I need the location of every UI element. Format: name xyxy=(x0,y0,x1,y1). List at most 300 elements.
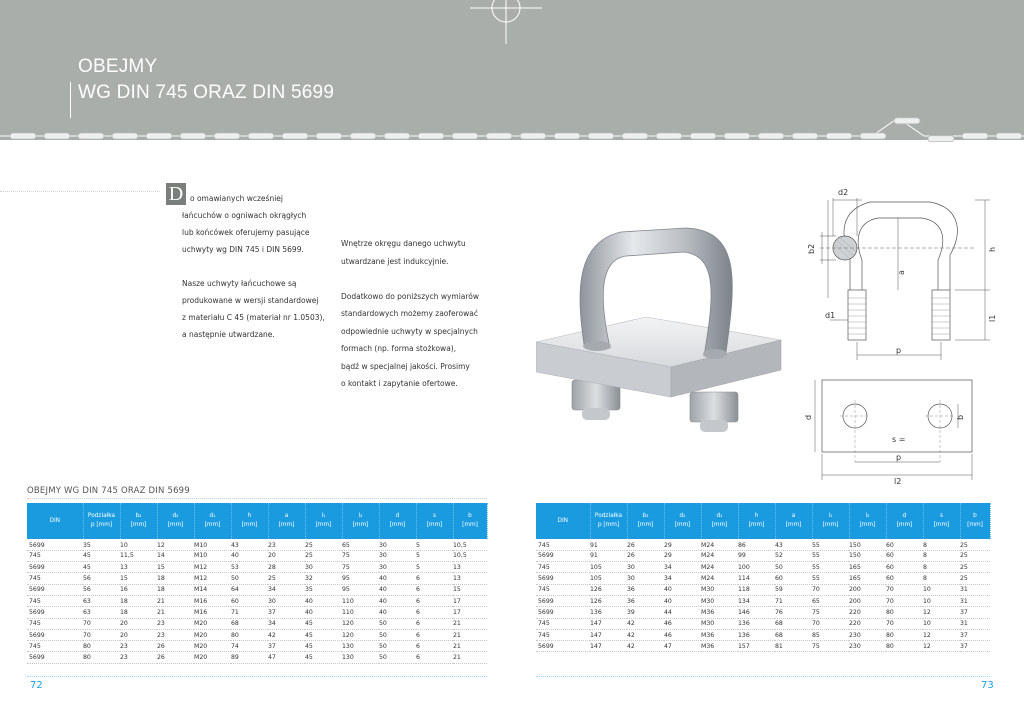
table-row xyxy=(27,573,487,584)
table-cell: 55 xyxy=(812,539,849,550)
table-cell: 147 xyxy=(590,641,627,652)
table-cell: 10 xyxy=(923,618,960,629)
table-cell: 91 xyxy=(590,550,627,561)
chain-link xyxy=(758,133,784,139)
table-cell: M36 xyxy=(701,607,738,618)
table-cell: 17 xyxy=(453,607,487,618)
table-cell: 26 xyxy=(627,550,664,561)
table-row xyxy=(27,641,487,652)
table-cell: 25 xyxy=(960,550,990,561)
u-bolt-clamp-image xyxy=(536,222,786,442)
table-cell: 21 xyxy=(453,641,487,652)
table-cell: 745 xyxy=(27,641,83,652)
table-cell: 40 xyxy=(379,584,416,595)
table-cell: 745 xyxy=(27,595,83,606)
table-cell: M20 xyxy=(194,652,231,663)
dimensions-table-left xyxy=(27,503,488,664)
table-cell: 28 xyxy=(268,562,305,573)
table-cell: 10 xyxy=(923,584,960,595)
table-cell: 63 xyxy=(83,595,120,606)
dim-l1-label: l1 xyxy=(988,314,997,322)
table-cell: 220 xyxy=(849,618,886,629)
intro-line: lub końcówek oferujemy pasujące xyxy=(182,228,310,237)
chain-link xyxy=(282,133,308,139)
table-cell: 45 xyxy=(83,562,120,573)
table-cell: 6 xyxy=(416,652,453,663)
chain-link xyxy=(894,118,920,124)
desc-line: Wnętrze okręgu danego uchwytu xyxy=(341,239,466,248)
table-header-row xyxy=(536,503,990,539)
table-cell: 118 xyxy=(738,584,775,595)
table-cell: 20 xyxy=(120,629,157,640)
table-cell: 71 xyxy=(775,595,812,606)
table-cell: 136 xyxy=(738,618,775,629)
table-cell: 99 xyxy=(738,550,775,561)
table-cell: 6 xyxy=(416,573,453,584)
table-cell: M24 xyxy=(701,550,738,561)
col-pitch: Podziałka p [mm] xyxy=(590,503,627,539)
col-din: DIN xyxy=(27,503,83,539)
chain-link xyxy=(44,133,70,139)
table-cell: 5699 xyxy=(27,539,83,550)
table-cell: 200 xyxy=(849,584,886,595)
table-cell: 31 xyxy=(960,618,990,629)
table-cell: 37 xyxy=(268,607,305,618)
table-row xyxy=(536,641,990,652)
table-row xyxy=(27,550,487,561)
table-cell: 10 xyxy=(923,595,960,606)
table-cell: 25 xyxy=(960,539,990,550)
table-cell: 43 xyxy=(775,539,812,550)
table-cell: 21 xyxy=(453,652,487,663)
col-h: h [mm] xyxy=(231,503,268,539)
table-cell: 52 xyxy=(775,550,812,561)
table-row xyxy=(27,595,487,606)
table-header-row xyxy=(27,503,487,539)
table-cell: 42 xyxy=(627,641,664,652)
table-cell: 34 xyxy=(268,618,305,629)
col-d: d [mm] xyxy=(379,503,416,539)
table-cell: 65 xyxy=(342,539,379,550)
table-cell: 50 xyxy=(379,618,416,629)
table-cell: 105 xyxy=(590,562,627,573)
table-cell: 30 xyxy=(379,550,416,561)
table-cell: 37 xyxy=(268,641,305,652)
table-cell: 42 xyxy=(627,629,664,640)
table-cell: 10,5 xyxy=(453,539,487,550)
table-cell: M24 xyxy=(701,539,738,550)
table-row xyxy=(536,562,990,573)
table-cell: 34 xyxy=(664,562,701,573)
table-cell: 50 xyxy=(231,573,268,584)
table-row xyxy=(536,539,990,550)
table-cell: 16 xyxy=(120,584,157,595)
chain-link xyxy=(214,133,240,139)
col-s: s [mm] xyxy=(923,503,960,539)
table-cell: 5 xyxy=(416,562,453,573)
table-cell: 30 xyxy=(379,562,416,573)
table-cell: 30 xyxy=(305,562,342,573)
table-cell: 37 xyxy=(960,607,990,618)
divider-left xyxy=(0,191,160,192)
table-cell: 60 xyxy=(775,573,812,584)
table-cell: 43 xyxy=(231,539,268,550)
table-cell: 74 xyxy=(231,641,268,652)
table-cell: 150 xyxy=(849,550,886,561)
col-d2: d₂ [mm] xyxy=(157,503,194,539)
dim-l2-label: l2 xyxy=(894,477,902,486)
table-cell: 29 xyxy=(664,550,701,561)
table-cell: 30 xyxy=(627,573,664,584)
col-d: d [mm] xyxy=(886,503,923,539)
dim-h-label: h xyxy=(988,246,997,252)
table-cell: 14 xyxy=(157,550,194,561)
table-cell: 45 xyxy=(305,652,342,663)
intro-line: a następnie utwardzane. xyxy=(182,330,275,339)
table-cell: 50 xyxy=(379,629,416,640)
table-cell: 745 xyxy=(536,618,590,629)
chain-link xyxy=(588,133,614,139)
table-cell: 13 xyxy=(453,562,487,573)
desc-line: utwardzane jest indukcyjnie. xyxy=(341,256,449,266)
table-cell: 120 xyxy=(342,629,379,640)
table-cell: 130 xyxy=(342,652,379,663)
table-cell: 55 xyxy=(812,562,849,573)
intro-line xyxy=(182,258,342,275)
desc-line: formach (np. forma stożkowa), xyxy=(341,344,457,353)
table-cell: 165 xyxy=(849,562,886,573)
table-row xyxy=(27,562,487,573)
table-cell: 745 xyxy=(536,629,590,640)
table-row xyxy=(27,629,487,640)
chain-link xyxy=(350,133,376,139)
table-cell: 30 xyxy=(268,595,305,606)
intro-line: z materiału C 45 (materiał nr 1.0503), xyxy=(182,313,325,322)
dim-p2-label: p xyxy=(896,453,902,462)
table-cell: 75 xyxy=(342,562,379,573)
table-row xyxy=(536,595,990,606)
table-cell: 45 xyxy=(83,550,120,561)
table-cell: 20 xyxy=(120,618,157,629)
table-cell: 80 xyxy=(83,652,120,663)
table-cell: 25 xyxy=(305,550,342,561)
desc-line: o kontakt i zapytanie ofertowe. xyxy=(341,379,458,388)
intro-first-line: o omawianych wcześniej xyxy=(190,194,283,203)
col-b2: b₂ [mm] xyxy=(627,503,664,539)
table-cell: 50 xyxy=(379,641,416,652)
chain-link xyxy=(996,133,1022,139)
chain-link xyxy=(146,133,172,139)
col-d2: d₂ [mm] xyxy=(664,503,701,539)
table-cell: 76 xyxy=(775,607,812,618)
table-cell: 56 xyxy=(83,584,120,595)
table-cell: 70 xyxy=(886,595,923,606)
table-cell: 150 xyxy=(849,539,886,550)
table-cell: 26 xyxy=(157,641,194,652)
section-divider xyxy=(27,498,487,499)
table-cell: M24 xyxy=(701,562,738,573)
table-cell: M16 xyxy=(194,607,231,618)
table-cell: 68 xyxy=(231,618,268,629)
table-cell: 130 xyxy=(342,641,379,652)
page-title: OBEJMY WG DIN 745 ORAZ DIN 5699 xyxy=(78,56,335,103)
table-cell: 147 xyxy=(590,618,627,629)
table-cell: 8 xyxy=(923,562,960,573)
table-cell: 68 xyxy=(775,618,812,629)
table-cell: 40 xyxy=(305,595,342,606)
col-din: DIN xyxy=(536,503,590,539)
chain-link xyxy=(928,136,954,142)
table-cell: 46 xyxy=(664,629,701,640)
table-cell: 146 xyxy=(738,607,775,618)
footer-rule-right xyxy=(536,676,990,677)
chain-link xyxy=(622,133,648,139)
table-row xyxy=(536,584,990,595)
table-cell: 110 xyxy=(342,607,379,618)
table-cell: 17 xyxy=(453,595,487,606)
table-cell: 44 xyxy=(664,607,701,618)
table-cell: 20 xyxy=(268,550,305,561)
table-cell: 45 xyxy=(305,629,342,640)
table-cell: 13 xyxy=(453,573,487,584)
table-cell: 8 xyxy=(923,539,960,550)
table-cell: 29 xyxy=(664,539,701,550)
table-cell: 40 xyxy=(379,595,416,606)
table-cell: M12 xyxy=(194,562,231,573)
table-cell: 18 xyxy=(120,607,157,618)
intro-column xyxy=(182,190,342,343)
table-row xyxy=(27,584,487,595)
table-cell: 53 xyxy=(231,562,268,573)
col-pitch: Podziałka p [mm] xyxy=(83,503,120,539)
table-cell: 86 xyxy=(738,539,775,550)
table-cell: 81 xyxy=(775,641,812,652)
table-cell: M36 xyxy=(701,629,738,640)
col-l2: l₂ [mm] xyxy=(849,503,886,539)
table-cell: 745 xyxy=(536,539,590,550)
table-cell: 18 xyxy=(157,573,194,584)
table-cell: 21 xyxy=(157,607,194,618)
table-cell: 15 xyxy=(120,573,157,584)
intro-line: produkowane w wersji standardowej xyxy=(182,296,319,305)
chain-link xyxy=(316,133,342,139)
table-row xyxy=(536,573,990,584)
table-cell: 18 xyxy=(120,595,157,606)
table-cell: 157 xyxy=(738,641,775,652)
table-cell: 105 xyxy=(590,573,627,584)
table-cell: 5699 xyxy=(27,584,83,595)
table-cell: 23 xyxy=(157,618,194,629)
dropcap-letter: D xyxy=(166,183,186,205)
table-cell: 12 xyxy=(923,629,960,640)
chain-link xyxy=(452,133,478,139)
table-cell: 745 xyxy=(536,562,590,573)
table-cell: 46 xyxy=(664,618,701,629)
table-cell: 47 xyxy=(268,652,305,663)
table-cell: 21 xyxy=(453,618,487,629)
table-cell: 70 xyxy=(886,584,923,595)
dim-d-label: d xyxy=(804,414,813,420)
table-cell: 5 xyxy=(416,539,453,550)
dim-b2-label: b2 xyxy=(807,243,816,254)
table-cell: M36 xyxy=(701,641,738,652)
table-cell: M10 xyxy=(194,539,231,550)
col-l1: l₁ [mm] xyxy=(812,503,849,539)
chain-link xyxy=(860,133,886,139)
table-cell: 25 xyxy=(305,539,342,550)
table-cell: 80 xyxy=(231,629,268,640)
table-cell: 5699 xyxy=(536,550,590,561)
table-cell: 70 xyxy=(83,618,120,629)
table-cell: M20 xyxy=(194,629,231,640)
table-cell: 91 xyxy=(590,539,627,550)
table-cell: 21 xyxy=(453,629,487,640)
table-cell: 134 xyxy=(738,595,775,606)
dim-d1-label: d1 xyxy=(825,311,836,320)
table-cell: 40 xyxy=(664,595,701,606)
table-cell: 230 xyxy=(849,629,886,640)
desc-line: bądź w specjalnej jakości. Prosimy xyxy=(341,361,470,371)
table-cell: 50 xyxy=(379,652,416,663)
desc-line: standardowych możemy zaoferować xyxy=(341,309,478,318)
desc-line xyxy=(341,270,511,288)
table-cell: 70 xyxy=(812,584,849,595)
table-cell: 15 xyxy=(453,584,487,595)
chain-link xyxy=(10,133,36,139)
intro-line: uchwyty wg DIN 745 i DIN 5699. xyxy=(182,245,304,254)
table-cell: 10 xyxy=(120,539,157,550)
table-cell: 60 xyxy=(886,573,923,584)
table-cell: 70 xyxy=(812,618,849,629)
table-cell: M12 xyxy=(194,573,231,584)
table-cell: 8 xyxy=(923,573,960,584)
table-cell: 147 xyxy=(590,629,627,640)
table-cell: 6 xyxy=(416,641,453,652)
desc-line: Dodatkowo do poniższych wymiarów xyxy=(341,291,480,301)
table-cell: 5699 xyxy=(27,629,83,640)
table-cell: 5699 xyxy=(536,595,590,606)
table-cell: 126 xyxy=(590,595,627,606)
table-cell: 6 xyxy=(416,607,453,618)
table-cell: 59 xyxy=(775,584,812,595)
table-cell: 35 xyxy=(83,539,120,550)
table-cell: 110 xyxy=(342,595,379,606)
table-cell: 120 xyxy=(342,618,379,629)
table-cell: 6 xyxy=(416,595,453,606)
table-cell: 70 xyxy=(886,618,923,629)
table-cell: 26 xyxy=(627,539,664,550)
chain-link xyxy=(554,133,580,139)
table-section-title: OBEJMY WG DIN 745 ORAZ DIN 5699 xyxy=(27,486,190,496)
plate-view-drawing xyxy=(800,370,1000,490)
chain-link xyxy=(826,133,852,139)
table-cell: 136 xyxy=(738,629,775,640)
chain-link xyxy=(180,133,206,139)
chain-border-icon xyxy=(0,108,1024,142)
page-number-right: 73 xyxy=(981,680,994,691)
table-cell: 5699 xyxy=(27,562,83,573)
table-cell: 220 xyxy=(849,607,886,618)
table-cell: 75 xyxy=(342,550,379,561)
table-cell: 25 xyxy=(268,573,305,584)
col-s: s [mm] xyxy=(416,503,453,539)
table-cell: 5699 xyxy=(27,652,83,663)
table-cell: 25 xyxy=(960,573,990,584)
footer-rule-left xyxy=(27,676,487,677)
table-cell: 12 xyxy=(923,607,960,618)
col-h: h [mm] xyxy=(738,503,775,539)
table-cell: 40 xyxy=(664,584,701,595)
table-cell: 12 xyxy=(923,641,960,652)
intro-line: łańcuchów o ogniwach okrągłych xyxy=(182,211,307,220)
table-cell: 36 xyxy=(627,595,664,606)
table-cell: 55 xyxy=(812,573,849,584)
table-cell: 50 xyxy=(775,562,812,573)
chain-link xyxy=(724,133,750,139)
side-view-drawing xyxy=(800,180,1000,370)
table-cell: 35 xyxy=(305,584,342,595)
table-row xyxy=(27,539,487,550)
table-cell: 32 xyxy=(305,573,342,584)
table-cell: 165 xyxy=(849,573,886,584)
table-cell: 60 xyxy=(231,595,268,606)
table-cell: 40 xyxy=(231,550,268,561)
table-cell: 12 xyxy=(157,539,194,550)
table-cell: 126 xyxy=(590,584,627,595)
table-cell: 70 xyxy=(83,629,120,640)
table-cell: 75 xyxy=(812,641,849,652)
table-cell: 136 xyxy=(590,607,627,618)
table-cell: 89 xyxy=(231,652,268,663)
chain-link xyxy=(962,133,988,139)
dim-a-label: a xyxy=(897,270,906,275)
table-cell: 745 xyxy=(27,618,83,629)
table-cell: 65 xyxy=(812,595,849,606)
table-cell: 13 xyxy=(120,562,157,573)
table-cell: 11,5 xyxy=(120,550,157,561)
table-cell: 31 xyxy=(960,595,990,606)
table-cell: 25 xyxy=(960,562,990,573)
table-cell: 80 xyxy=(886,629,923,640)
table-cell: 8 xyxy=(923,550,960,561)
table-cell: 5699 xyxy=(27,607,83,618)
desc-line: odpowiednie uchwyty w specjalnych xyxy=(341,326,478,336)
chain-link xyxy=(384,133,410,139)
table-cell: 42 xyxy=(268,629,305,640)
table-cell: 230 xyxy=(849,641,886,652)
table-cell: 745 xyxy=(536,584,590,595)
table-cell: 36 xyxy=(627,584,664,595)
table-cell: 95 xyxy=(342,584,379,595)
table-cell: 63 xyxy=(83,607,120,618)
table-cell: 40 xyxy=(379,607,416,618)
table-cell: M30 xyxy=(701,618,738,629)
table-cell: 37 xyxy=(960,641,990,652)
intro-line: Nasze uchwyty łańcuchowe są xyxy=(182,279,297,288)
chain-link xyxy=(656,133,682,139)
table-cell: 23 xyxy=(120,652,157,663)
table-cell: 60 xyxy=(886,550,923,561)
table-cell: 114 xyxy=(738,573,775,584)
dim-p-label: p xyxy=(896,346,902,355)
table-cell: 26 xyxy=(157,652,194,663)
table-cell: 71 xyxy=(231,607,268,618)
table-cell: 60 xyxy=(886,539,923,550)
table-cell: 56 xyxy=(83,573,120,584)
table-row xyxy=(536,550,990,561)
table-cell: 80 xyxy=(83,641,120,652)
table-cell: 5699 xyxy=(536,641,590,652)
